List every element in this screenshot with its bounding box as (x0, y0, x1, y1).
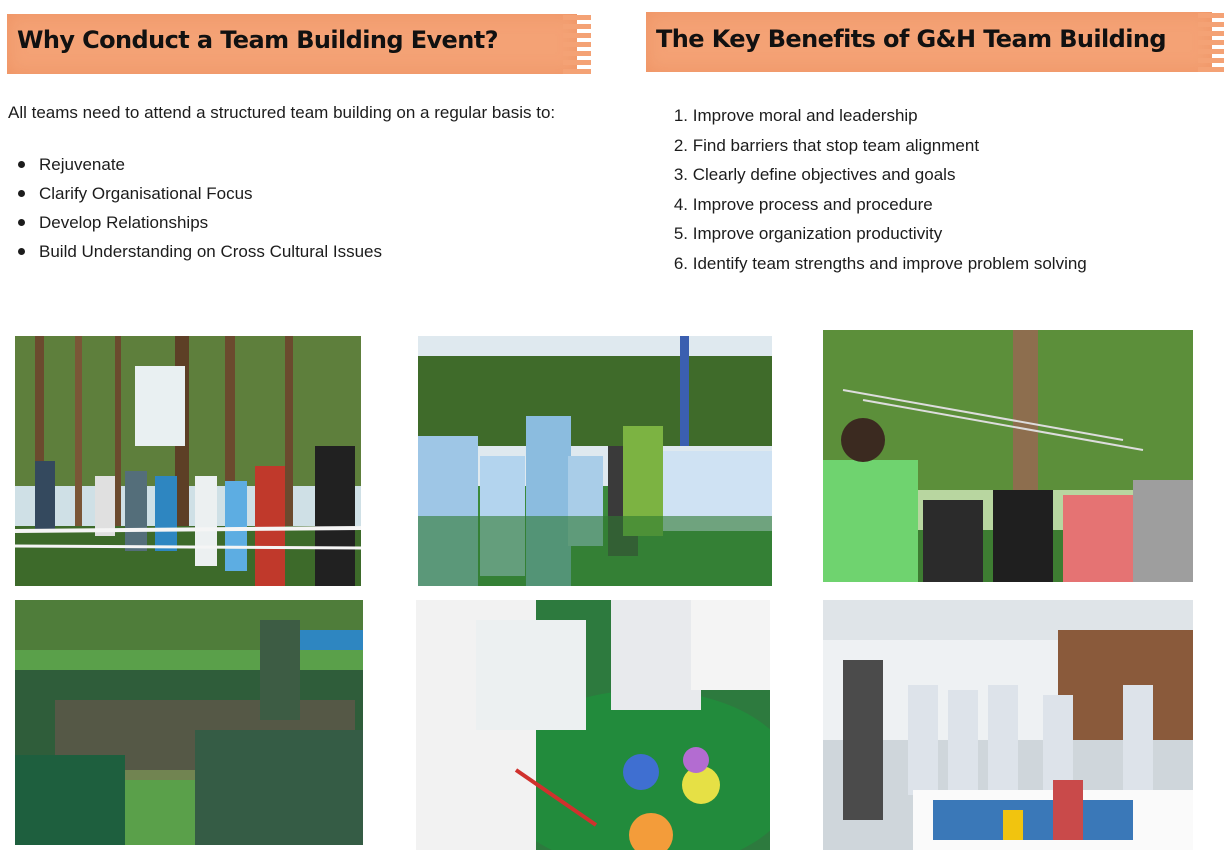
section-banner-left (7, 14, 577, 74)
list-item (664, 103, 1087, 133)
heading-why-team-building: Why Conduct a Team Building Event? (17, 26, 498, 54)
list-item: Build Understanding on Cross Cultural Issues (14, 239, 382, 268)
list-number: 4. (673, 194, 688, 214)
list-item: Clarify Organisational Focus (14, 181, 382, 210)
rope-course-photo (823, 330, 1193, 582)
heading-key-benefits: The Key Benefits of G&H Team Building (656, 25, 1166, 53)
list-number: 3. (673, 165, 688, 185)
list-text: Improve process and procedure (692, 194, 933, 214)
indoor-model-photo (823, 600, 1193, 850)
list-item: Develop Relationships (14, 210, 382, 239)
list-number: 2. (673, 135, 688, 155)
intro-paragraph: All teams need to attend a structured team building on a regular basis to: (8, 103, 556, 122)
list-item: Rejuvenate (14, 152, 382, 181)
group-circle-photo (418, 336, 772, 586)
list-number: 6. (673, 253, 688, 273)
list-text: Identify team strengths and improve problem solving (692, 253, 1087, 273)
list-text: Improve organization productivity (692, 224, 943, 244)
list-item (664, 192, 1087, 222)
seated-crowd-photo (15, 600, 363, 845)
list-item (664, 221, 1087, 251)
ball-game-photo (416, 600, 770, 850)
section-banner-right (646, 12, 1212, 72)
list-item (664, 133, 1087, 163)
benefits-list (664, 103, 1087, 281)
list-text: Improve moral and leadership (692, 106, 918, 125)
list-text: Find barriers that stop team alignment (692, 135, 980, 155)
list-number: 5. (673, 224, 688, 244)
list-number: 1. (673, 106, 688, 125)
tug-of-war-photo (15, 336, 361, 586)
list-item (664, 162, 1087, 192)
list-item (664, 251, 1087, 281)
reasons-list (14, 152, 382, 268)
list-text: Clearly define objectives and goals (692, 165, 956, 185)
